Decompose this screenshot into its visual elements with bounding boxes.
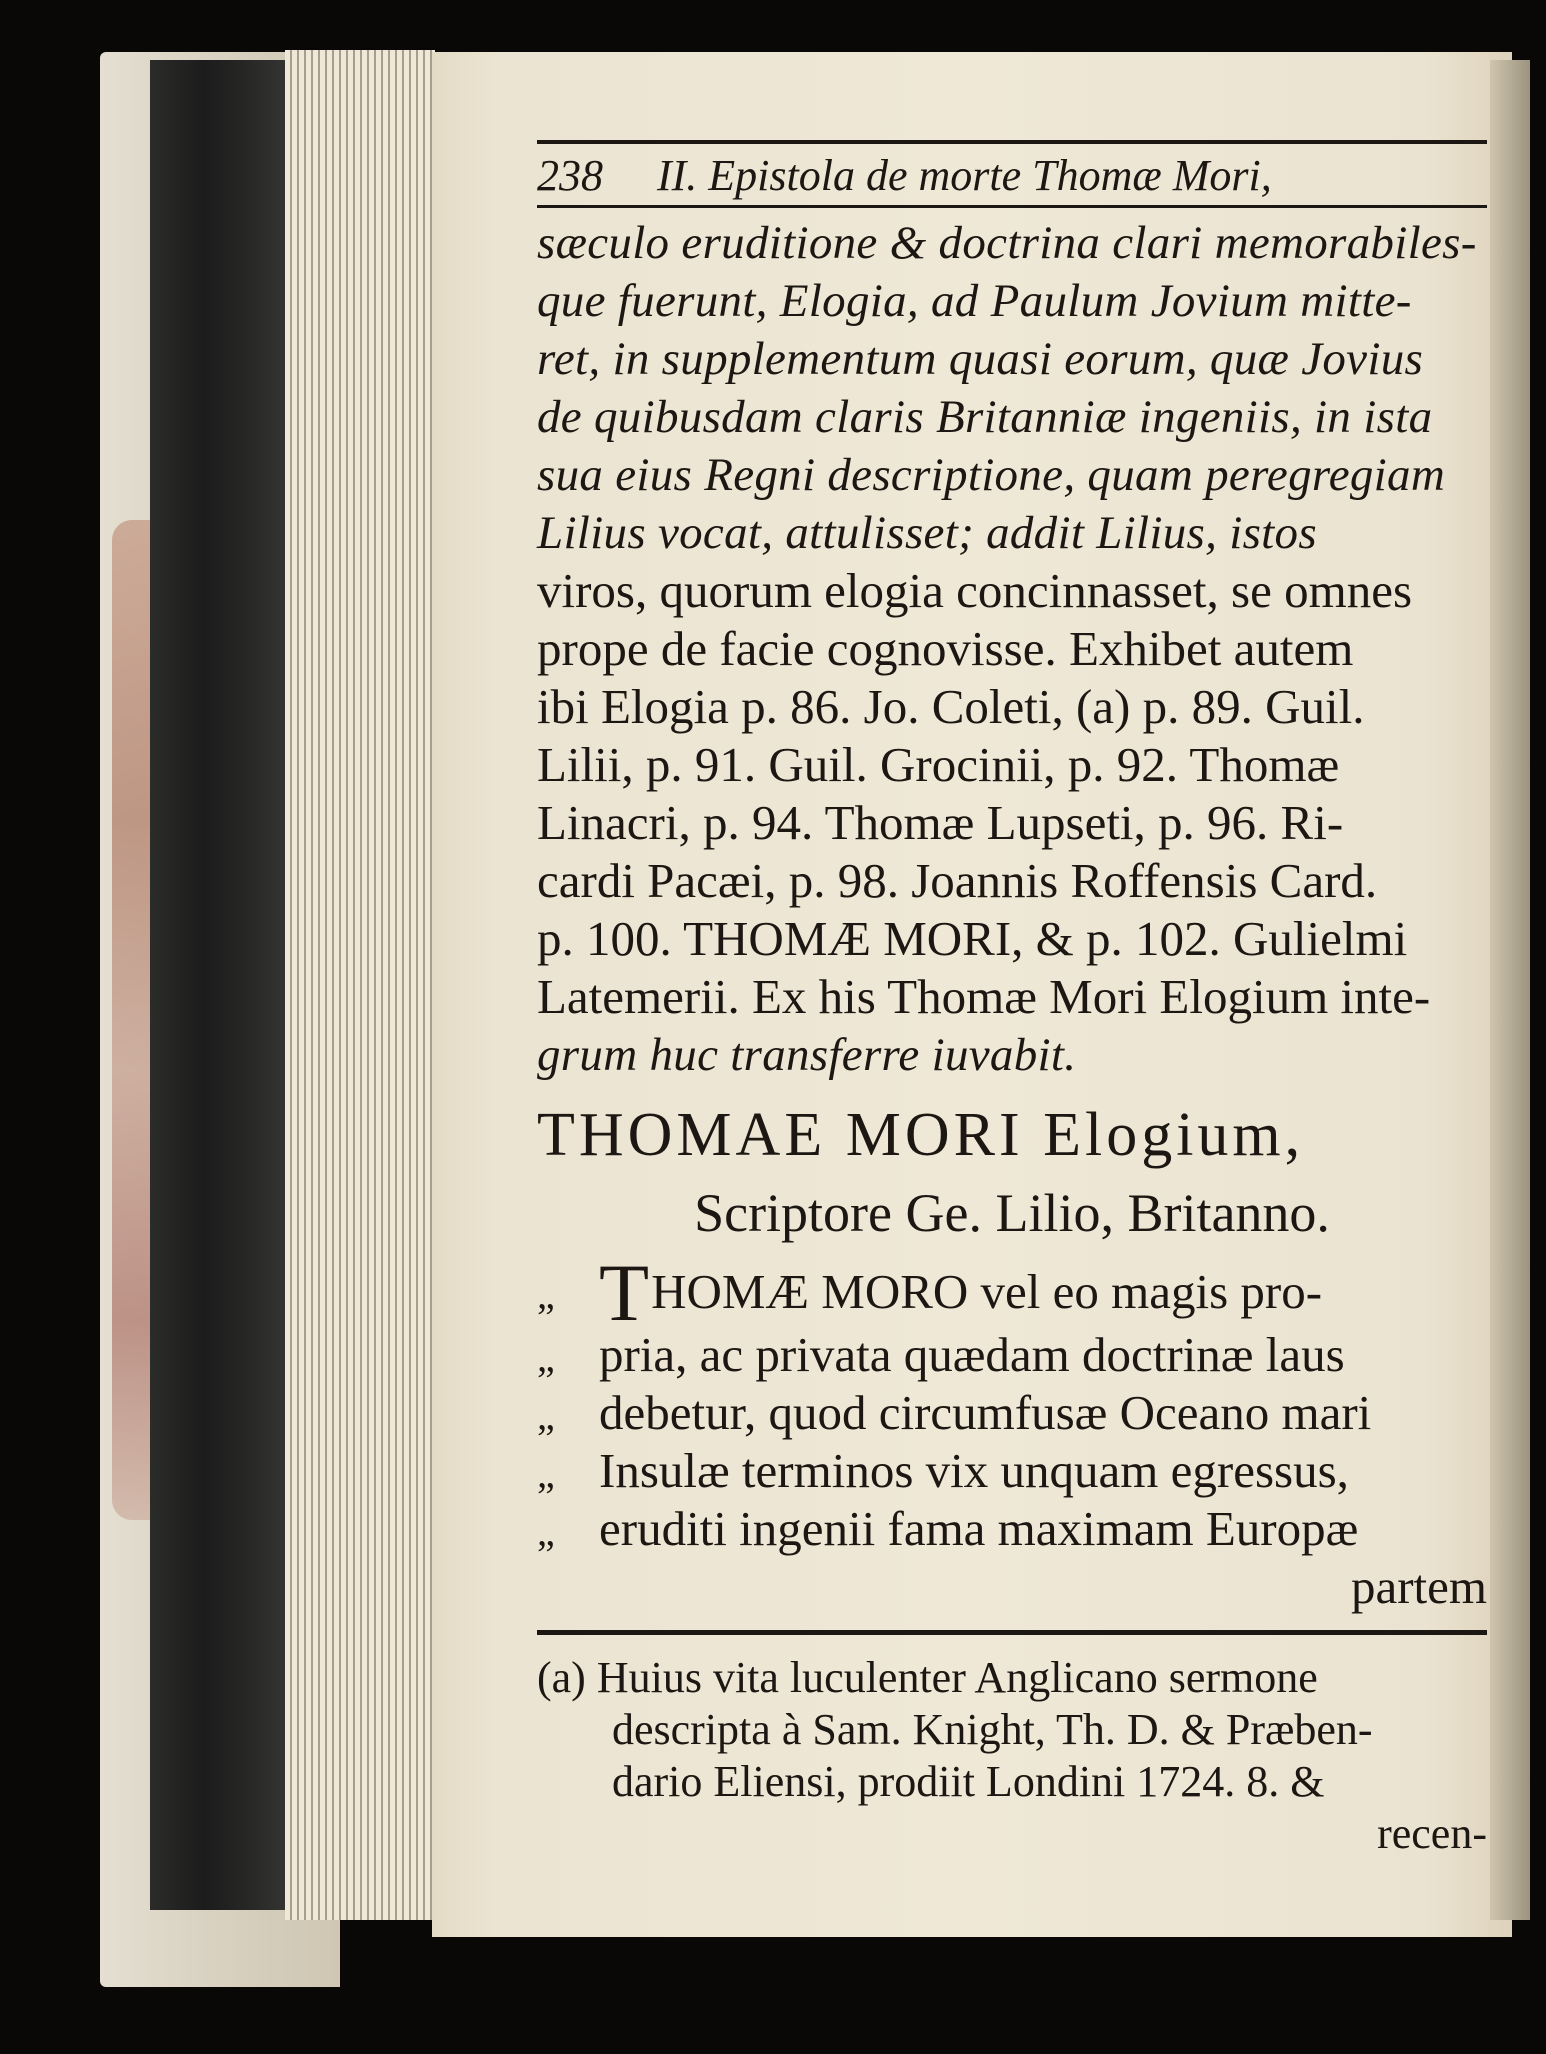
quote-line xyxy=(537,1326,1487,1384)
body-line: Lilius vocat, attulisset; addit Lilius, istos xyxy=(537,507,1317,559)
body-line: prope de facie cognovisse. Exhibet autem xyxy=(537,621,1354,676)
catchword: partem xyxy=(1350,1559,1487,1614)
body-line: p. 100. THOMÆ MORI, & p. 102. Gulielmi xyxy=(537,911,1408,966)
quote-line-text: eruditi ingenii fama maximam Europæ xyxy=(599,1501,1359,1556)
facing-page-gutter xyxy=(1490,60,1530,1920)
quote-mark: „ xyxy=(537,1335,555,1380)
running-header xyxy=(537,147,1487,205)
quote-mark: „ xyxy=(537,1393,555,1438)
header-top-rule xyxy=(537,140,1487,144)
body-line: Latemerii. Ex his Thomæ Mori Elogium inte- xyxy=(537,969,1431,1024)
quote-line-text: Insulæ terminos vix unquam egressus, xyxy=(599,1443,1349,1498)
footnote-rule xyxy=(537,1630,1487,1635)
body-line: de quibusdam claris Britanniæ ingeniis, in ista xyxy=(537,391,1433,443)
header-bottom-rule xyxy=(537,205,1487,208)
footnote-line: dario Eliensi, prodiit Londini 1724. 8. & xyxy=(612,1757,1325,1806)
elogium-title: THOMAE MORI Elogium, xyxy=(537,1101,1305,1169)
body-line: Linacri, p. 94. Thomæ Lupseti, p. 96. Ri- xyxy=(537,795,1344,850)
footnote-catchword: recen- xyxy=(1377,1809,1487,1858)
quote-line xyxy=(537,1442,1487,1500)
drop-initial: T xyxy=(599,1247,650,1338)
body-line: Lilii, p. 91. Guil. Grocinii, p. 92. Thomæ xyxy=(537,737,1340,792)
body-line: viros, quorum elogia concinnasset, se omnes xyxy=(537,563,1413,618)
body-line: sua eius Regni descriptione, quam peregregiam xyxy=(537,449,1446,501)
footnote-line: (a) Huius vita luculenter Anglicano sermone xyxy=(537,1653,1318,1702)
quote-mark: „ xyxy=(537,1509,555,1554)
quote-mark: „ xyxy=(537,1451,555,1496)
body-line: sæculo eruditione & doctrina clari memorabiles- xyxy=(537,217,1477,269)
page-leaves-stack xyxy=(285,50,435,1920)
page-number: 238 xyxy=(537,151,603,200)
quote-line xyxy=(537,1500,1487,1558)
body-line: ibi Elogia p. 86. Jo. Coleti, (a) p. 89. Guil. xyxy=(537,679,1365,734)
body-line: cardi Pacæi, p. 98. Joannis Roffensis Card. xyxy=(537,853,1378,908)
quote-mark: „ xyxy=(537,1272,555,1317)
footnote-line: descripta à Sam. Knight, Th. D. & Præben- xyxy=(612,1705,1373,1754)
quote-line-text: pria, ac privata quædam doctrinæ laus xyxy=(599,1327,1345,1382)
quote-line-text: debetur, quod circumfusæ Oceano mari xyxy=(599,1385,1372,1440)
body-line: ret, in supplementum quasi eorum, quæ Jovius xyxy=(537,333,1424,385)
body-line: que fuerunt, Elogia, ad Paulum Jovium mitte- xyxy=(537,275,1412,327)
quote-line xyxy=(537,1384,1487,1442)
body-line: grum huc transferre iuvabit. xyxy=(537,1029,1077,1081)
page-block-dark-edge xyxy=(150,60,285,1910)
quote-line-text: HOMÆ MORO vel eo magis pro- xyxy=(651,1264,1323,1319)
quote-first-line xyxy=(537,1247,1487,1338)
elogium-subtitle: Scriptore Ge. Lilio, Britanno. xyxy=(694,1183,1330,1243)
running-title: II. Epistola de morte Thomæ Mori, xyxy=(657,151,1272,200)
